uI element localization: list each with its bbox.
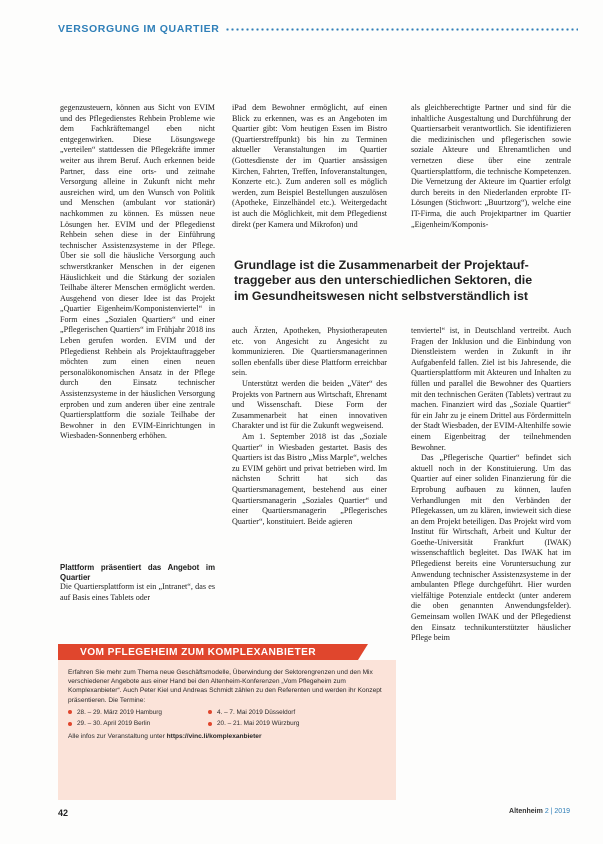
event-link-prefix: Alle infos zur Veranstaltung unter: [68, 733, 165, 741]
event-date: [68, 708, 208, 717]
paragraph: Die Quartiersplattform ist ein „Intranet“, das es auf Basis eines Tablets oder: [60, 582, 215, 602]
column-1-subsection: [60, 563, 215, 621]
pull-quote-line: Grundlage ist die Zusammenarbeit der Projektauf-: [234, 258, 529, 272]
event-date-text: 29. – 30. April 2019 Berlin: [77, 720, 151, 728]
info-box-title: VOM PFLEGEHEIM ZUM KOMPLEXANBIETER: [58, 644, 358, 660]
paragraph: gegenzusteuern, können aus Sicht von EVIM und des Pflegedienstes Rehbein Probleme wie dem Fachkräftemangel eben nicht entgegenwirken. Diese Lösungswege „verteilen“ stattdessen die Pflegekräfte immer weiter aus ihrem Beruf. Auch erkennen beide Partner, dass eine orts- und zeitnahe Versorgung alleine in Zukunft nicht mehr ausreichen wird, um den Wunsch von Politik und Menschen (ambulant vor stationär) nachkommen zu können. Es müssen neue Lösungen her. EVIM und der Pflegedienst Rehbein sehen diese in der Einführung technischer Assistenzsysteme in der Pflege. Über sie soll die häusliche Versorgung auch schwerstkranker Menschen in der eigenen Häuslichkeit und die Stärkung der sozialen Teilhabe älterer Menschen ermöglicht werden. Ausgehend von dieser Idee ist das Projekt „Quartier Eigenheim/Komponistenviertel“ in Form eines „Sozialen Quartiers“ und einer „Pflegerischen Quartiers“ im Frühjahr 2018 ins Leben gerufen worden. EVIM und der Pflegedienst Rehbein als Projektauftraggeber möchten zum einen einen neuen personalökonomischen Ansatz in der Pflege durch den Einsatz technischer Assistenzsysteme in der häuslichen Versorgung erproben und zum anderen über eine zentrale Quartiersplattform die soziale Teilhabe der Bewohner in den EVIM-Einrichtungen in Wiesbaden-Sonnenberg erhöhen.: [60, 103, 215, 441]
column-3-top-text: [411, 103, 571, 251]
bullet-icon: [68, 710, 72, 714]
paragraph: als gleichberechtigte Partner und sind für die inhaltliche Ausgestaltung und Durchführung der Quartiersarbeit verantwortlich. Sie identifizieren die medizinischen und pflegerischen sowie soziale Akteure und Ehrenamtlichen und vernetzen diese über eine zentrale Quartiersplattform, die technische Kompetenzen. Die Vernetzung der Akteure im Quartier erfolgt durch bereits in den Niederlanden erprobte IT-Lösungen (Stichwort: „Buurtzorg“), welche eine IT-Firma, die auch Projektpartner im Quartier „Eigenheim/Komponis-: [411, 103, 571, 229]
info-box-text: Erfahren Sie mehr zum Thema neue Geschäftsmodelle, Überwindung der Sektorengrenzen und den Mix verschiedener Angebote aus einer Hand bei den Altenheim-Konferenzen „Vom Pflegeheim zum Komplexanbieter“. Auch Peter Kiel und Andreas Schmidt zählen zu den Referenten und werden ihr Konzept präsentieren. Die Termine:: [68, 669, 382, 704]
event-date: [68, 719, 208, 728]
event-link[interactable]: https://vinc.li/komplexanbieter: [166, 733, 262, 741]
footer-publication: [509, 808, 570, 815]
event-dates-list: [68, 708, 386, 728]
section-header: [58, 22, 578, 36]
event-date-text: 20. – 21. Mai 2019 Würzburg: [217, 720, 300, 728]
event-date: [208, 708, 368, 717]
event-link-line: [68, 732, 386, 741]
column-2-top-text: [232, 103, 387, 251]
info-box-body: [58, 660, 396, 800]
bullet-icon: [208, 722, 212, 726]
paragraph: Das „Pflegerische Quartier“ befindet sich aktuell noch in der Konstituierung. Um das Quartier auf einer soliden Finanzierung für die Erprobung aufbauen zu können, laufen Verhandlungen mit den Verbänden der Pflegekassen, um zu klären, inwieweit sich diese an dem Projekt beteiligen. Das Projekt wird vom Institut für Wirtschaft, Arbeit und Kultur der Goethe-Universität Frankfurt (IWAK) wissenschaftlich begleitet. Das IWAK hat im Pflegedienst bereits eine Voruntersuchung zur Anwendung technischer Assistenzsysteme in der ambulanten Pflege durchgeführt. Hier wurden vielfältige Potenziale entdeckt (unter anderem die oben genannten Anwendungsfelder). Gemeinsam wollen IWAK und der Pflegedienst den Einsatz technikunterstützter häuslicher Pflege beim: [411, 453, 571, 643]
issue-number: 2 | 2019: [544, 808, 570, 815]
event-date-text: 4. – 7. Mai 2019 Düsseldorf: [217, 708, 296, 716]
bullet-icon: [68, 722, 72, 726]
paragraph: tenviertel“ ist, in Deutschland vertreibt. Auch Fragen der Inklusion und die Einbindung von Dienstleistern werden in Zukunft in ihr Aufgabenfeld fallen. Ziel ist bis Jahresende, die Quartiersplattform mit Akteuren und Inhalten zu füllen und parallel die Bewohner des Quartiers mit den technischen Geräten (Tablets) vertraut zu machen. Finanziert wird das „Soziale Quartier“ für ein Jahr zu je einem Drittel aus Fördermitteln der Stadt Wiesbaden, der EVIM-Altenhilfe sowie einem Eigenbeitrag der teilnehmenden Bewohner.: [411, 326, 571, 452]
column-1-text: [60, 103, 215, 563]
subheading: Plattform präsentiert das Angebot im Quartier: [60, 563, 215, 582]
paragraph: Am 1. September 2018 ist das „Soziale Quartier“ in Wiesbaden gestartet. Basis des Quartiers ist das Bistro „Miss Marple“, welches zu EVIM gehört und privat betrieben wird. Im nächsten Schritt hat sich das Quartiersmanagement, bestehend aus einer Quartiersmanagerin „Soziales Quartier“ und einer Quartiersmanagerin „Pflegerisches Quartier“, konstituiert. Beide agieren: [232, 431, 387, 526]
pull-quote-line: im Gesundheitswesen nicht selbstverständlich ist: [234, 288, 529, 303]
bullet-icon: [208, 710, 212, 714]
column-2-bottom-text: [232, 326, 387, 626]
event-date-text: 28. – 29. März 2019 Hamburg: [77, 708, 162, 716]
event-date: [208, 719, 368, 728]
event-info-box: [58, 644, 396, 800]
page-number: 42: [58, 808, 69, 818]
pull-quote-line: traggeber aus den unterschiedlichen Sektoren, die: [234, 273, 533, 288]
publication-name: Altenheim: [509, 808, 543, 815]
section-title: VERSORGUNG IM QUARTIER: [58, 23, 220, 35]
paragraph: iPad dem Bewohner ermöglicht, auf einen Blick zu erkennen, was es an Angeboten im Quartier gibt: Vom heutigen Essen im Bistro (Quartierstreffpunkt) bis hin zu Terminen aktueller Veranstaltungen im Quartier (Gottesdienste der im Quartier ansässigen Kirchen, Fahrten, Treffen, Infoveranstaltungen, Konzerte etc.). Zum anderen soll es möglich werden, zum Beispiel Bestellungen auszulösen (Apotheke, Einzelhändel etc.). Weitergedacht ist auch die Möglichkeit, mit dem Pflegedienst direkt (per Kamera und Mikrofon) und: [232, 103, 387, 229]
column-3-bottom-text: [411, 326, 571, 806]
paragraph: auch Ärzten, Apotheken, Physiotherapeuten etc. von Angesicht zu Angesicht zu kommunizieren. Die Quartiersmanagerinnen sollen ebenfalls über diese Plattform erreichbar sein.: [232, 326, 387, 378]
paragraph: Unterstützt werden die beiden „Väter“ des Projekts von Partnern aus Wirtschaft, Ehrenamt und Wissenschaft. Diese Form der Zusammenarbeit hat einen innovativen Charakter und ist für die Zukunft wegweisend.: [232, 378, 387, 431]
header-dotted-rule: [225, 28, 578, 31]
pull-quote: [234, 258, 572, 304]
